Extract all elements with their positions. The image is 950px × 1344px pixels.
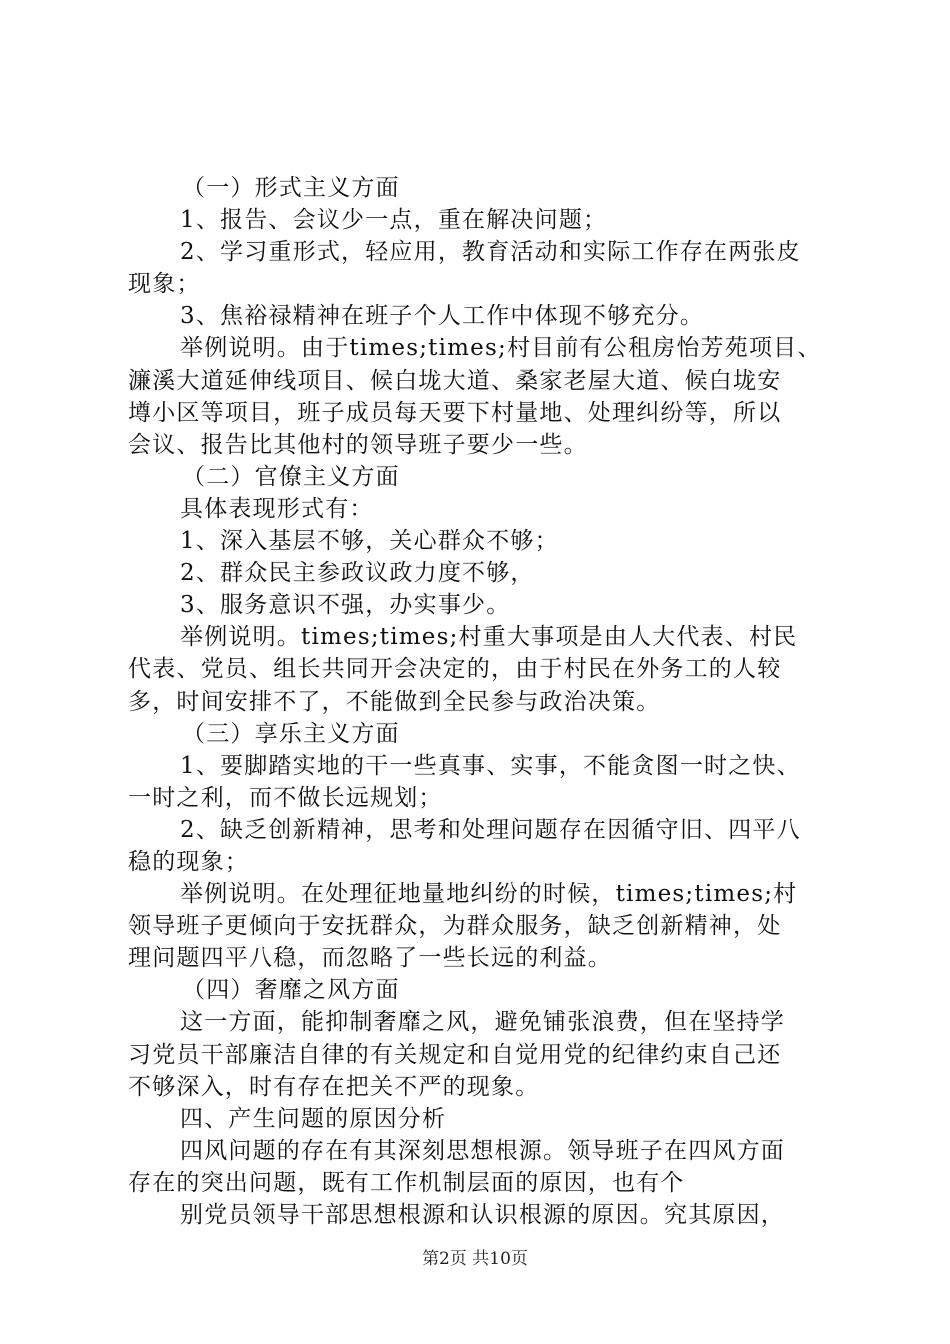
paragraph-line: 2、学习重形式，轻应用，教育活动和实际工作存在两张皮 bbox=[180, 239, 801, 266]
paragraph-line: 举例说明。times;times;村重大事项是由人大代表、村民 bbox=[180, 624, 798, 651]
paragraph-line: 2、群众民主参政议政力度不够， bbox=[180, 560, 535, 587]
paragraph-line: 3、焦裕禄精神在班子个人工作中体现不够充分。 bbox=[180, 303, 705, 330]
paragraph-line: 1、要脚踏实地的干一些真事、实事，不能贪图一时之快、 bbox=[180, 752, 801, 779]
paragraph-line: 四、产生问题的原因分析 bbox=[180, 1105, 447, 1132]
paragraph-line: 壿小区等项目，班子成员每天要下村量地、处理纠纷等，所以 bbox=[128, 399, 782, 426]
paragraph-line: 3、服务意识不强，办实事少。 bbox=[180, 592, 511, 619]
paragraph-line: 领导班子更倾向于安抚群众，为群众服务，缺乏创新精神，处 bbox=[128, 913, 782, 940]
paragraph-line: 具体表现形式有： bbox=[180, 495, 374, 522]
paragraph-line: 举例说明。在处理征地量地纠纷的时候，times;times;村 bbox=[180, 881, 798, 908]
document-body bbox=[128, 172, 828, 1231]
paragraph-line: 现象； bbox=[128, 271, 201, 298]
paragraph-line: 1、报告、会议少一点，重在解决问题； bbox=[180, 207, 608, 234]
paragraph-line: 理问题四平八稳，而忽略了一些长远的利益。 bbox=[128, 945, 612, 972]
paragraph-line: 2、缺乏创新精神，思考和处理问题存在因循守旧、四平八 bbox=[180, 816, 801, 843]
paragraph-line: 一时之利，而不做长远规划； bbox=[128, 784, 443, 811]
paragraph-line: 1、深入基层不够，关心群众不够； bbox=[180, 528, 559, 555]
paragraph-line: 代表、党员、组长共同开会决定的，由于村民在外务工的人较 bbox=[128, 656, 782, 683]
paragraph-line: 别党员领导干部思想根源和认识根源的原因。究其原因， bbox=[180, 1202, 785, 1228]
paragraph-line: （二）官僚主义方面 bbox=[182, 463, 400, 490]
paragraph-line: （三）享乐主义方面 bbox=[182, 720, 400, 747]
paragraph-line: 存在的突出问题，既有工作机制层面的原因，也有个 bbox=[128, 1169, 685, 1196]
paragraph-line: （四）奢靡之风方面 bbox=[182, 977, 400, 1004]
paragraph-line: 举例说明。由于times;times;村目前有公租房怡芳苑项目、 bbox=[180, 335, 822, 362]
paragraph-line: （一）形式主义方面 bbox=[182, 175, 400, 201]
paragraph-line: 濂溪大道延伸线项目、候白垅大道、桑家老屋大道、候白垅安 bbox=[128, 367, 782, 394]
paragraph-line: 习党员干部廉洁自律的有关规定和自觉用党的纪律约束自己还 bbox=[128, 1041, 782, 1068]
page-footer: 第2页 共10页 bbox=[422, 1249, 528, 1269]
paragraph-line: 会议、报告比其他村的领导班子要少一些。 bbox=[128, 431, 588, 458]
paragraph-line: 稳的现象； bbox=[128, 848, 249, 875]
paragraph-line: 不够深入，时有存在把关不严的现象。 bbox=[128, 1073, 540, 1100]
paragraph-line: 这一方面，能抑制奢靡之风，避免铺张浪费，但在坚持学 bbox=[180, 1009, 785, 1036]
paragraph-line: 多，时间安排不了，不能做到全民参与政治决策。 bbox=[128, 688, 661, 715]
paragraph-line: 四风问题的存在有其深刻思想根源。领导班子在四风方面 bbox=[180, 1137, 785, 1164]
